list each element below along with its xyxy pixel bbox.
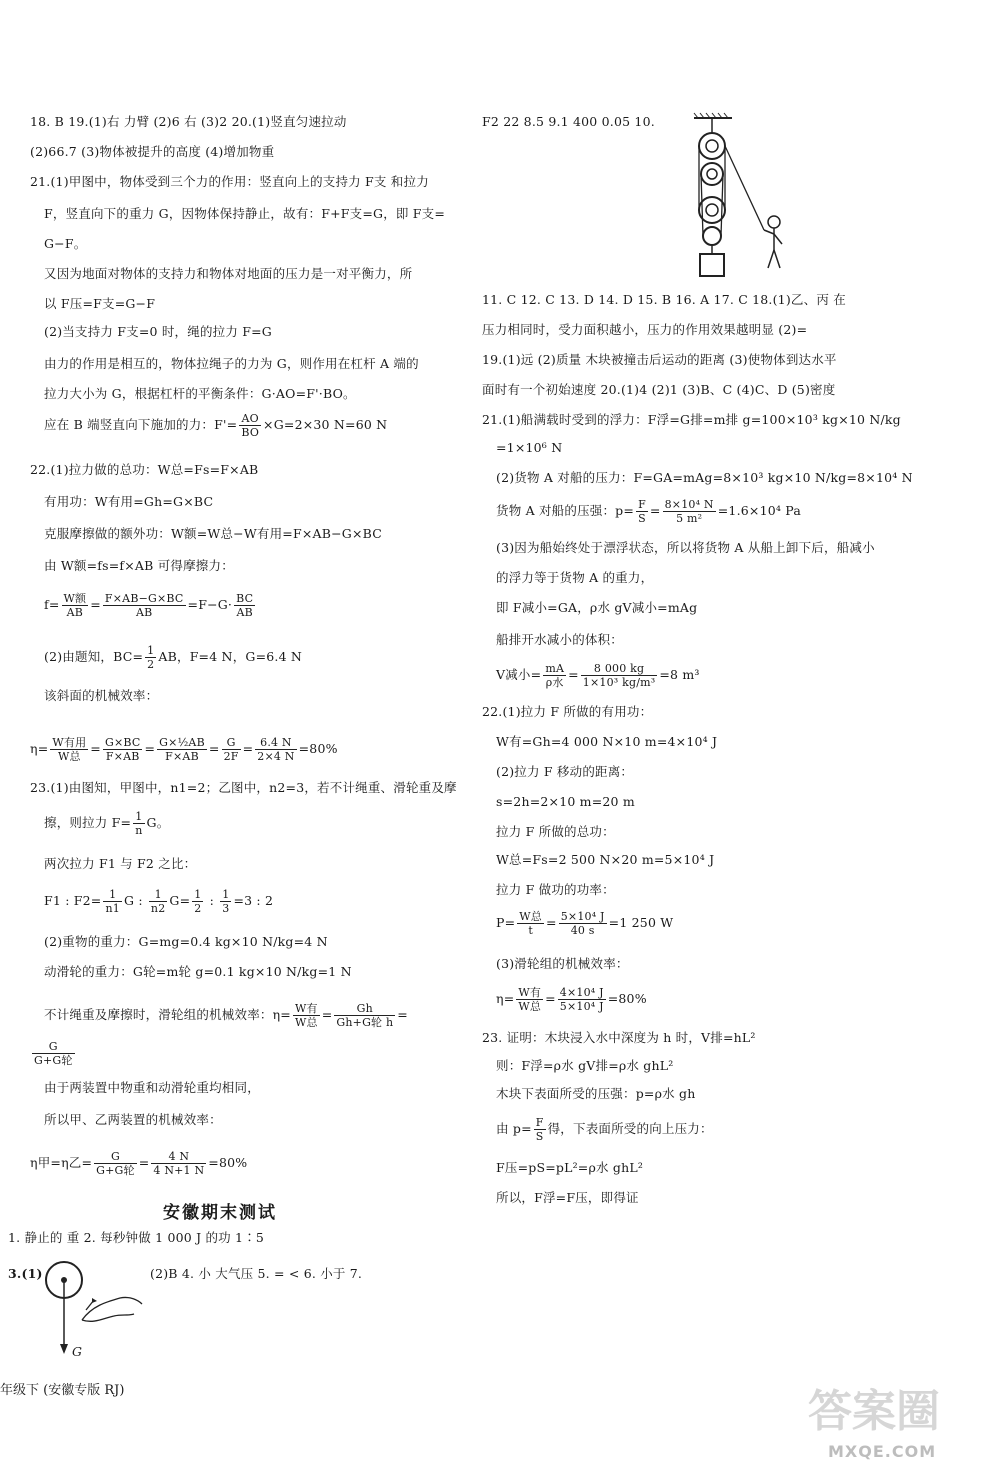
right-line: (2)拉力 F 移动的距离： (496, 764, 634, 779)
right-line: 拉力 F 所做的总功： (496, 824, 615, 839)
right-line: F压=pS=pL²=ρ水 ghL² (496, 1160, 644, 1175)
formula-incline-efficiency: η= W有用 W总 = $\frac{G\times BC}{F\times AB}$ = $\frac{\text{G×½AB}}{F\times AB}$ = $\frac{G}{2F}$ = $\frac{6.4 N}{2\times 4 N}$ =80% (30, 736, 338, 763)
left-line: 该斜面的机械效率： (44, 688, 159, 703)
right-line: 所以，F浮=F压，即得证 (496, 1190, 639, 1205)
right-line: W总=Fs=2 500 N×20 m=5×10⁴ J (496, 852, 715, 867)
right-line: 船排开水减小的体积： (496, 632, 624, 647)
q3-force-figure (42, 1258, 152, 1368)
formula-volume-reduced: V减小= mA ρ水 = $\frac{8 000 kg}{\text{1×10³ kg/m³}}$ =8 m³ (496, 662, 700, 689)
pulley-system-figure (692, 112, 802, 282)
section-title: 安徽期末测试 (163, 1203, 277, 1223)
left-line: (2)重物的重力：G=mg=0.4 kg×10 N/kg=4 N (44, 934, 328, 949)
left-line: 又因为地面对物体的支持力和物体对地面的压力是一对平衡力，所 (44, 266, 413, 281)
fig-g-label: G (72, 1344, 83, 1359)
right-line: 的浮力等于货物 A 的重力， (496, 570, 654, 585)
left-line: 由于两装置中物重和动滑轮重均相同， (44, 1080, 260, 1095)
right-line: 拉力 F 做功的功率： (496, 882, 615, 897)
formula-pulley-efficiency: 不计绳重及摩擦时，滑轮组的机械效率：η= W有 W总 = Gh Gh+G轮 h = (44, 1002, 408, 1029)
right-line: 压力相同时，受力面积越小，压力的作用效果越明显 (2)= (482, 322, 808, 337)
formula-pulley-group-efficiency: η= W有 W总 = $\frac{\text{4×10⁴ J}}{\text{5×10⁴ J}}$ =80% (496, 986, 647, 1013)
watermark (798, 1375, 988, 1465)
left-line: F，竖直向下的重力 G，因物体保持静止，故有：F+F支=G，即 F支= (44, 206, 446, 221)
formula-both-efficiency: η甲=η乙= G G+G轮 = $\frac{4 N}{4 N+1 N}$ =80% (30, 1150, 248, 1177)
right-line: 木块下表面所受的压强：p=ρ水 gh (496, 1086, 696, 1101)
left-line: G−F。 (44, 236, 87, 251)
right-line: 19.(1)远 (2)质量 木块被撞击后运动的距离 (3)使物体到达水平 (482, 352, 837, 367)
right-line: F2 22 8.5 9.1 400 0.05 10. (482, 114, 655, 129)
left-line: 两次拉力 F1 与 F2 之比： (44, 856, 197, 871)
left-line: 有用功：W有用=Gh=G×BC (44, 494, 214, 509)
left-line: 21.(1)甲图中，物体受到三个力的作用：竖直向上的支持力 F支 和拉力 (30, 174, 429, 189)
left-line: 由力的作用是相互的，物体拉绳子的力为 G，则作用在杠杆 A 端的 (44, 356, 419, 371)
watermark-url: MXQE.COM (828, 1442, 937, 1461)
formula-cargo-pressure: 货物 A 对船的压强：p= $\frac{F}{S}$ = $\frac{\text{8×10⁴ N}}{\text{5 m²}}$ =1.6×10⁴ Pa (496, 498, 801, 525)
right-line: 22.(1)拉力 F 所做的有用功： (482, 704, 653, 719)
left-line: 所以甲、乙两装置的机械效率： (44, 1112, 222, 1127)
page-footer: 年级下 (安徽专版 RJ) (0, 1383, 125, 1398)
right-line: s=2h=2×10 m=20 m (496, 794, 635, 809)
formula-friction: f= W额 AB = $\frac{F\times AB-G\times BC}{AB}$ =F−G· $\frac{BC}{AB}$ (44, 592, 254, 619)
right-line: (3)滑轮组的机械效率： (496, 956, 629, 971)
formula-b-force: 应在 B 端竖直向下施加的力：F'= $\frac{AO}{BO}$ ×G=2×30 N=60 N (44, 412, 388, 439)
formula-bc: (2)由题知，BC= $\frac{1}{2}$ AB，F=4 N，G=6.4 N (44, 644, 303, 671)
left-line: 克服摩擦做的额外功：W额=W总−W有用=F×AB−G×BC (44, 526, 383, 541)
right-line: 则：F浮=ρ水 gV排=ρ水 ghL² (496, 1058, 674, 1073)
formula-force-ratio: F1 : F2= $\frac{1}{n1}$ G : $\frac{1}{n2}$ G= $\frac{1}{2}$ : $\frac{1}{3}$ =3 : 2 (44, 888, 274, 915)
left-line: (2)B 4. 小 大气压 5. = < 6. 小于 7. (150, 1266, 363, 1281)
left-line: 拉力大小为 G，根据杠杆的平衡条件：G·AO=F'·BO。 (44, 386, 356, 401)
left-line: 22.(1)拉力做的总功：W总=Fs=F×AB (30, 462, 259, 477)
left-line: 由 W额=fs=f×AB 可得摩擦力： (44, 558, 234, 573)
right-line: =1×10⁶ N (496, 440, 563, 455)
left-line: 以 F压=F支=G−F (44, 296, 156, 311)
left-line: 1. 静止的 重 2. 每秒钟做 1 000 J 的功 1∶5 (8, 1230, 265, 1245)
formula-pull-force: 擦，则拉力 F= $\frac{1}{n}$ G。 (44, 810, 170, 837)
right-line: 11. C 12. C 13. D 14. D 15. B 16. A 17. C 18.(1)乙、丙 在 (482, 292, 846, 307)
right-line: 21.(1)船满载时受到的浮力：F浮=G排=m排 g=100×10³ kg×10 N/kg (482, 412, 901, 427)
right-line: (2)货物 A 对船的压力：F=GA=mAg=8×10³ kg×10 N/kg=8×10⁴ N (496, 470, 913, 485)
right-line: (3)因为船始终处于漂浮状态，所以将货物 A 从船上卸下后，船减小 (496, 540, 875, 555)
formula-power: P= W总 t = $\frac{\text{5×10⁴ J}}{40 s}$ =1 250 W (496, 910, 674, 937)
left-line: 23.(1)由图知，甲图中，n1=2；乙图中，n2=3，若不计绳重、滑轮重及摩 (30, 780, 457, 795)
right-line: 即 F减小=GA，ρ水 gV减小=mAg (496, 600, 698, 615)
formula-pulley-efficiency-cont: G G+G轮 (34, 1040, 73, 1067)
right-line: 面时有一个初始速度 20.(1)4 (2)1 (3)B、C (4)C、D (5)密度 (482, 382, 836, 397)
watermark-logo-text: 答案圈 (808, 1386, 940, 1437)
left-line: 动滑轮的重力：G轮=m轮 g=0.1 kg×10 N/kg=1 N (44, 964, 352, 979)
right-line: W有=Gh=4 000 N×10 m=4×10⁴ J (496, 734, 718, 749)
left-line: (2)当支持力 F支=0 时，绳的拉力 F=G (44, 324, 272, 339)
right-line: 23. 证明：木块浸入水中深度为 h 时，V排=hL² (482, 1030, 756, 1045)
formula-upward-force: 由 p= $\frac{F}{S}$ 得，下表面所受的向上压力： (496, 1116, 713, 1143)
left-line: 18. B 19.(1)右 力臂 (2)6 右 (3)2 20.(1)竖直匀速拉动 (30, 114, 347, 129)
q3-label: 3.(1) (8, 1266, 43, 1281)
left-line: (2)66.7 (3)物体被提升的高度 (4)增加物重 (30, 144, 275, 159)
